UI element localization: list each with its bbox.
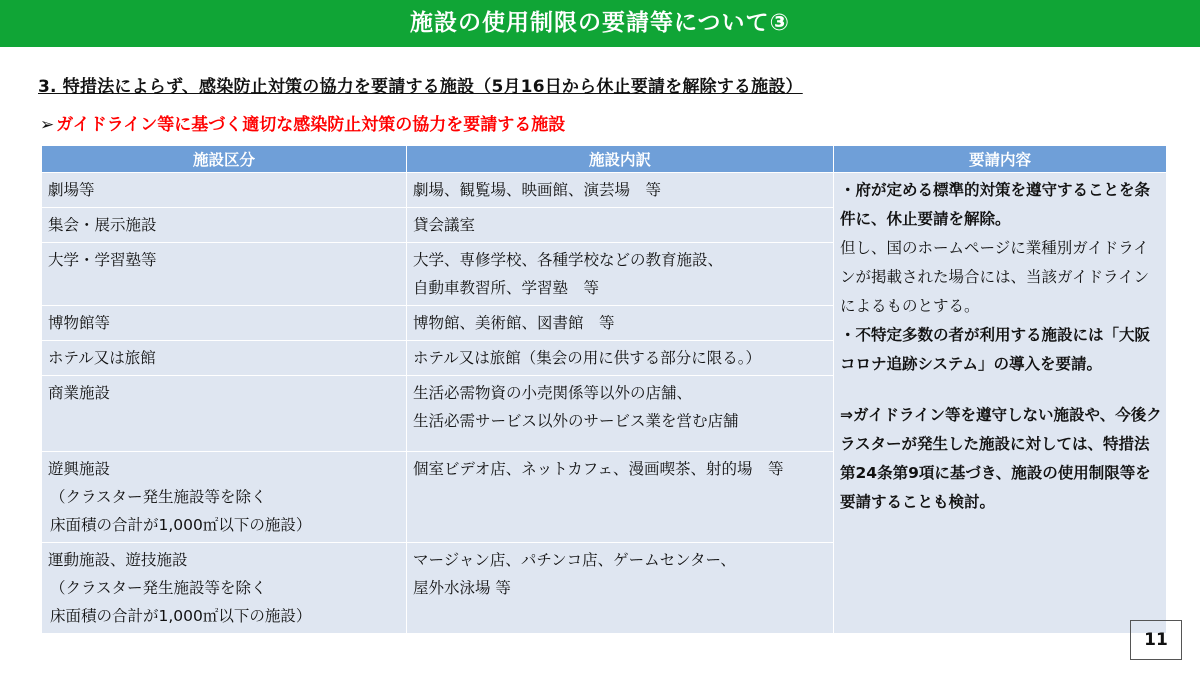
cell-detail-line: 個室ビデオ店、ネットカフェ、漫画喫茶、射的場 等: [413, 460, 784, 478]
cell-category: [42, 376, 407, 452]
cell-category-line: ホテル又は旅館: [48, 349, 156, 367]
cell-category: [42, 208, 407, 243]
cell-category-line: 劇場等: [48, 181, 95, 199]
section-heading: 3. 特措法によらず、感染防止対策の協力を要請する施設（5月16日から休止要請を解除する施設）: [38, 77, 803, 97]
request-paragraph-1-note: 但し、国のホームページに業種別ガイドラインが掲載された場合には、当該ガイドラインによるものとする。: [840, 239, 1150, 315]
request-paragraph-1: ・府が定める標準的対策を遵守することを条件に、休止要請を解除。: [840, 181, 1151, 228]
cell-detail: [407, 208, 834, 243]
cell-detail: [407, 243, 834, 306]
cell-detail: [407, 376, 834, 452]
cell-category-line: （クラスター発生施設等を除く: [50, 488, 267, 506]
cell-category: [42, 306, 407, 341]
request-paragraph-2: ・不特定多数の者が利用する施設には「大阪コロナ追跡システム」の導入を要請。: [840, 326, 1151, 373]
cell-detail-line: 生活必需サービス以外のサービス業を営む店舗: [413, 412, 739, 430]
cell-category-line: 運動施設、遊技施設: [48, 551, 188, 569]
cell-detail-line: 博物館、美術館、図書館 等: [413, 314, 615, 332]
page-title: 施設の使用制限の要請等について③: [0, 0, 1200, 47]
column-header-detail: 施設内訳: [407, 146, 834, 173]
cell-request: [834, 173, 1167, 634]
cell-category-line: 床面積の合計が1,000㎡以下の施設）: [50, 516, 312, 534]
cell-category-line: 集会・展示施設: [48, 216, 157, 234]
cell-category-line: （クラスター発生施設等を除く: [50, 579, 267, 597]
cell-detail: [407, 306, 834, 341]
cell-category-line: 商業施設: [48, 384, 111, 402]
arrow-icon: ➢: [40, 115, 55, 135]
column-header-category: 施設区分: [42, 146, 407, 173]
cell-category: [42, 243, 407, 306]
request-content: [840, 176, 1162, 517]
cell-category-line: 大学・学習塾等: [48, 251, 157, 269]
facility-table: [41, 145, 1167, 634]
cell-category-line: 博物館等: [48, 314, 111, 332]
cell-detail: [407, 173, 834, 208]
page-number: 11: [1130, 620, 1182, 660]
cell-category-line: 遊興施設: [48, 460, 111, 478]
cell-category: [42, 452, 407, 543]
cell-detail-line: 生活必需物資の小売関係等以外の店舗、: [413, 384, 693, 402]
cell-detail-line: ホテル又は旅館（集会の用に供する部分に限る。）: [413, 349, 761, 367]
cell-detail: [407, 341, 834, 376]
table-header-row: [42, 146, 1167, 173]
table-row: [42, 173, 1167, 208]
cell-detail-line: 屋外水泳場 等: [413, 579, 511, 597]
cell-detail-line: 大学、専修学校、各種学校などの教育施設、: [413, 251, 724, 269]
cell-detail: [407, 452, 834, 543]
cell-detail-line: 貸会議室: [413, 216, 476, 234]
cell-category: [42, 341, 407, 376]
sub-heading-text: ガイドライン等に基づく適切な感染防止対策の協力を要請する施設: [56, 115, 566, 135]
cell-category: [42, 543, 407, 634]
column-header-request: 要請内容: [834, 146, 1167, 173]
cell-detail-line: 劇場、観覧場、映画館、演芸場 等: [413, 181, 662, 199]
cell-category: [42, 173, 407, 208]
cell-category-line: 床面積の合計が1,000㎡以下の施設）: [50, 607, 312, 625]
request-paragraph-3: ⇒ガイドライン等を遵守しない施設や、今後クラスターが発生した施設に対しては、特措法第24条第9項に基づき、施設の使用制限等を要請することも検討。: [840, 406, 1162, 511]
cell-detail-line: マージャン店、パチンコ店、ゲームセンター、: [413, 551, 736, 569]
cell-detail: [407, 543, 834, 634]
cell-detail-line: 自動車教習所、学習塾 等: [413, 279, 600, 297]
sub-heading: [40, 110, 565, 135]
spacer: [840, 379, 1162, 401]
